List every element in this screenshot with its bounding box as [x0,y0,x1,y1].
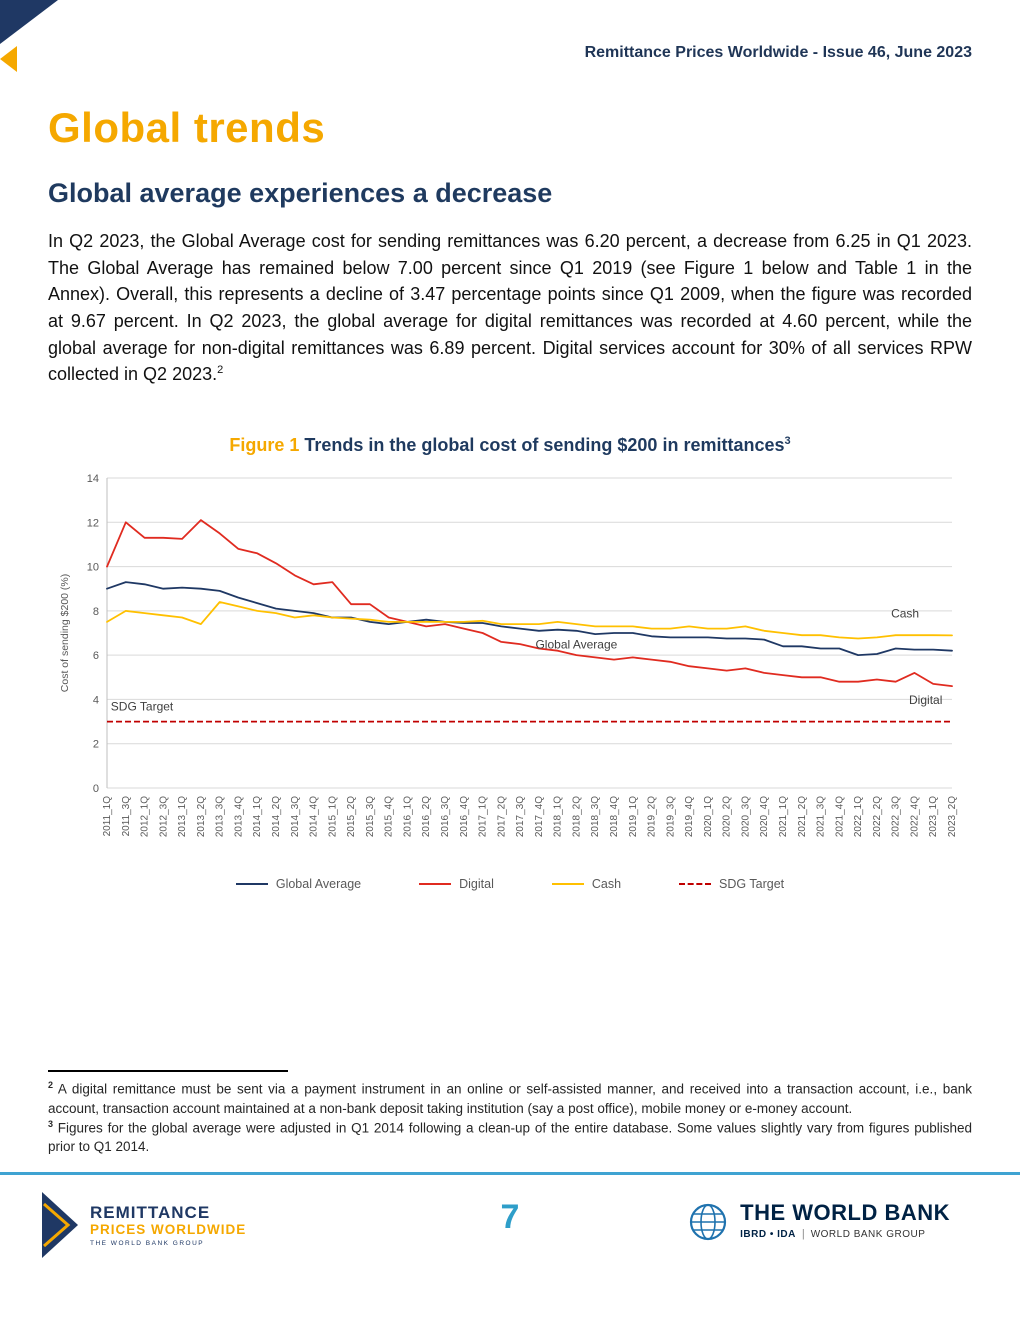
legend-swatch-icon [552,883,584,885]
svg-text:2017_1Q: 2017_1Q [477,796,489,838]
worldbank-globe-icon [686,1200,730,1244]
figure-caption [0,435,1020,456]
svg-text:2011_1Q: 2011_1Q [102,796,113,837]
worldbank-ibrd-ida: IBRD • IDA [740,1228,796,1240]
report-header: Remittance Prices Worldwide - Issue 46, June 2023 [584,44,972,61]
svg-text:2012_3Q: 2012_3Q [158,796,170,838]
svg-text:2016_1Q: 2016_1Q [402,796,414,838]
footer-divider [0,1172,1020,1175]
svg-text:2022_1Q: 2022_1Q [853,796,865,838]
footnote-2-marker: 2 [48,1080,54,1090]
svg-text:2014_3Q: 2014_3Q [289,796,301,838]
svg-text:12: 12 [86,517,99,530]
svg-text:2019_3Q: 2019_3Q [665,796,677,838]
svg-text:2023_1Q: 2023_1Q [928,796,940,838]
svg-text:2017_4Q: 2017_4Q [533,796,545,838]
rpw-logo-line2: PRICES WORLDWIDE [90,1221,247,1237]
figure-caption-text: Trends in the global cost of sending $200 in remittances [299,435,785,455]
chart-legend [55,877,965,891]
svg-text:2018_3Q: 2018_3Q [590,796,602,838]
body-paragraph [48,228,972,388]
svg-text:2017_3Q: 2017_3Q [515,796,527,838]
svg-text:8: 8 [92,605,99,618]
svg-text:2022_4Q: 2022_4Q [909,796,921,838]
svg-text:2019_4Q: 2019_4Q [684,796,696,838]
svg-text:0: 0 [92,783,99,795]
rpw-logo-line3: THE WORLD BANK GROUP [90,1239,205,1247]
footnote-2 [48,1079,972,1118]
svg-text:2015_3Q: 2015_3Q [364,796,376,838]
worldbank-subrow-divider: | [801,1228,805,1240]
footnote-separator [48,1070,288,1072]
worldbank-logo [686,1200,950,1244]
svg-text:2020_1Q: 2020_1Q [702,796,714,838]
corner-banner-navy [0,0,58,44]
svg-text:2020_4Q: 2020_4Q [759,796,771,838]
legend-item [679,877,784,891]
svg-text:2016_3Q: 2016_3Q [440,796,451,838]
svg-text:2015_4Q: 2015_4Q [383,796,395,838]
section-heading: Global average experiences a decrease [48,178,553,208]
footnote-3 [48,1118,972,1157]
svg-text:2021_1Q: 2021_1Q [778,796,789,838]
svg-text:2021_3Q: 2021_3Q [815,796,827,838]
svg-text:2017_2Q: 2017_2Q [496,796,508,838]
svg-text:2023_2Q: 2023_2Q [947,796,958,838]
svg-text:2016_2Q: 2016_2Q [421,796,433,838]
svg-text:2019_1Q: 2019_1Q [627,796,639,838]
svg-text:2013_1Q: 2013_1Q [177,796,189,838]
svg-text:2020_2Q: 2020_2Q [721,796,733,838]
svg-text:10: 10 [86,561,99,574]
svg-text:2016_4Q: 2016_4Q [458,796,470,838]
svg-text:4: 4 [92,694,99,707]
worldbank-name: THE WORLD BANK [740,1200,950,1225]
legend-swatch-icon [679,883,711,885]
svg-text:2015_1Q: 2015_1Q [327,796,339,838]
svg-text:2013_2Q: 2013_2Q [195,796,207,838]
legend-swatch-icon [419,883,451,885]
footnote-3-marker: 3 [48,1118,54,1129]
svg-text:2018_2Q: 2018_2Q [571,796,583,838]
svg-text:2015_2Q: 2015_2Q [346,796,358,838]
page-title: Global trends [48,104,326,151]
footnotes [48,1079,972,1157]
svg-text:2012_1Q: 2012_1Q [139,796,151,838]
figure-label: Figure 1 [229,435,300,455]
svg-text:2013_4Q: 2013_4Q [233,796,245,838]
worldbank-logo-text [740,1200,950,1240]
svg-text:2014_2Q: 2014_2Q [271,796,282,838]
legend-item [419,877,494,891]
svg-text:2013_3Q: 2013_3Q [214,796,226,838]
svg-text:6: 6 [92,650,99,663]
corner-banner-gold-icon [0,46,17,72]
legend-label: Global Average [275,877,362,891]
svg-text:Global Average: Global Average [535,637,618,652]
svg-text:Cost of sending $200 (%): Cost of sending $200 (%) [59,573,71,693]
paragraph-text: In Q2 2023, the Global Average cost for sending remittances was 6.20 percent, a decrease from 6.25 in Q1 2023. The Global Average has remained below 7.00 percent since Q1 2019 (see Figure 1 below and Table 1 in the Annex). Overall, this represents a decline of 3.47 percentage points since Q1 2009, when the figure was recorded at 9.67 percent. In Q2 2023, the global average for digital remittances was recorded at 4.60 percent, while the global average for non-digital remittances was 6.89 percent. Digital services account for 30% of all services RPW collected in Q2 2023. [48,231,972,385]
footnote-reference-3: 3 [784,435,791,447]
figure1-line-chart [55,468,965,873]
legend-label: Digital [459,877,494,891]
legend-item [552,877,621,891]
page-number: 7 [500,1198,520,1236]
svg-text:2011_3Q: 2011_3Q [120,796,132,837]
svg-text:2018_4Q: 2018_4Q [609,796,620,838]
worldbank-group: WORLD BANK GROUP [810,1228,926,1240]
figure1-chart-block [55,468,965,891]
svg-text:Digital: Digital [909,692,943,707]
svg-text:2014_1Q: 2014_1Q [252,796,264,838]
footnote-reference-2: 2 [217,364,224,377]
svg-text:2018_1Q: 2018_1Q [552,796,564,838]
svg-text:2020_3Q: 2020_3Q [740,796,752,838]
svg-text:2022_2Q: 2022_2Q [871,796,883,838]
svg-text:14: 14 [86,473,99,485]
svg-text:SDG Target: SDG Target [110,699,174,714]
footnote-2-text: A digital remittance must be sent via a payment instrument in an online or self-assisted manner, and received into a transaction account, i.e., bank account, transaction account maintained at a non-bank deposit taking institution (say a post office), mobile money or e-money account. [48,1081,972,1116]
legend-item [236,877,361,891]
svg-text:2: 2 [92,738,99,751]
svg-text:2019_2Q: 2019_2Q [646,796,658,838]
worldbank-subrow [740,1228,950,1240]
legend-swatch-icon [236,883,268,885]
rpw-logo-line1: REMITTANCE [90,1202,211,1222]
legend-label: Cash [591,877,622,891]
svg-text:2021_2Q: 2021_2Q [796,796,808,838]
svg-text:2022_3Q: 2022_3Q [890,796,902,838]
svg-text:Cash: Cash [891,606,920,621]
legend-label: SDG Target [719,877,785,891]
svg-text:2014_4Q: 2014_4Q [308,796,320,838]
svg-text:2021_4Q: 2021_4Q [834,796,846,838]
footnote-3-text: Figures for the global average were adjusted in Q1 2014 following a clean-up of the entire database. Some values slightly vary from figures published prior to Q1 2014. [48,1120,972,1155]
